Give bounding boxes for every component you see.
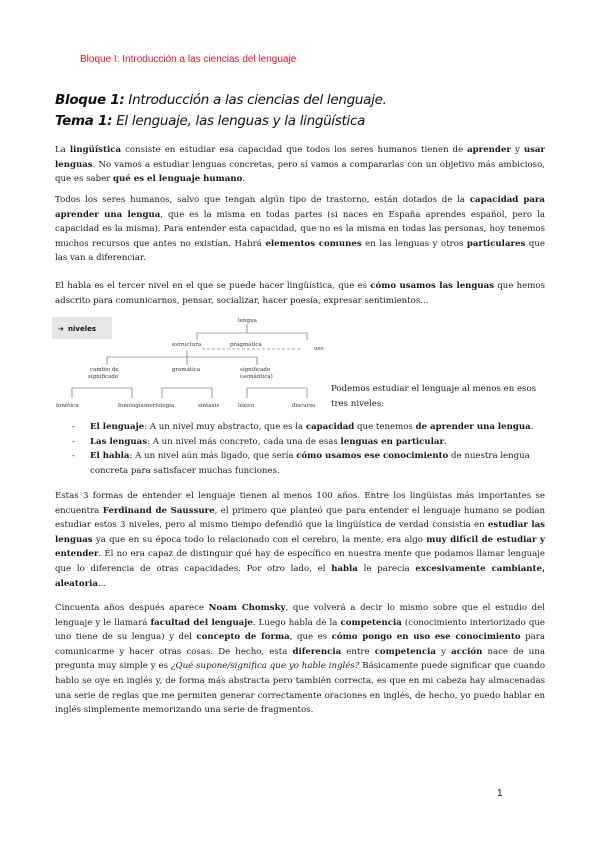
- diagram-arrow-icon: ➔: [58, 325, 64, 333]
- node-right: uso: [314, 346, 324, 352]
- node-l4: sintaxis: [198, 403, 220, 409]
- list-item: - El lenguaje: A un nivel muy abstracto, que es la capacidad que tenemos de aprender una lengua.: [72, 420, 547, 435]
- block-heading: Bloque 1: Introducción a las ciencias del lenguaje.: [55, 92, 387, 108]
- paragraph-5: Cincuenta años después aparece Noam Chomsky, que volverá a decir lo mismo sobre que el estudio del lenguaje y le llamará facultad del lenguaje. Luego habla de la competencia (conocimiento interiorizado que uno tiene de su lengua) y del concepto de forma, que es cómo pongo en uso ese conocimiento para comunicarme y hacer otras cosas. De hecho, esta diferencia entre competencia y acción nace de una pregunta muy simple y es ¿Qué supone/significa que yo hable inglés? Básicamente puede significar que cuando hablo se oye en inglés y, de forma más abstracta pero también correcta, es que en mi cabeza hay almacenadas una serie de reglas que me permiten generar correctamente oraciones en inglés, de hecho, yo puedo hablar en inglés simplemente memorizando una serie de fragmentos.: [55, 603, 545, 716]
- diagram-caption: Podemos estudiar el lenguaje al menos en esos tres niveles:: [331, 384, 537, 409]
- page-number: 1: [497, 788, 503, 799]
- levels-diagram: [52, 313, 337, 413]
- paragraph-1: La lingüística consiste en estudiar esa capacidad que todos los seres humanos tienen de aprender y usar lenguas. No vamos a estudiar lenguas concretas, pero sí vamos a compararlas con un objetivo más ambicioso, que es saber qué es el lenguaje humano.: [55, 145, 546, 185]
- node-l2: fonología: [118, 403, 144, 409]
- topic-heading: Tema 1: El lenguaje, las lenguas y la lingüística: [55, 113, 366, 129]
- node-b3b: (semántica): [240, 374, 273, 380]
- node-l1: fonética: [56, 403, 79, 409]
- node-l3: morfología: [144, 403, 175, 409]
- paragraph-4: Estas 3 formas de entender el lenguaje tienen al menos 100 años. Entre los lingüistas más importantes se encuentra Ferdinand de Saussure, el primero que planteó que para entender el lenguaje humano se podían estudiar estos 3 niveles, pero al mismo tiempo defendió que la lingüística de verdad consistía en estudiar las lenguas ya que en su época todo lo relacionado con el cerebro, la mente, era algo muy difícil de estudiar y entender. Él no era capaz de distinguir qué hay de específico en nuestra mente que podamos llamar lenguaje que lo diferencia de otras capacidades. Por otro lado, el habla le parecía excesivamente cambiante, aleatoria...: [55, 491, 545, 589]
- list-item: - El habla: A un nivel aún más ligado, que sería cómo usamos ese conocimiento de nuestra lengua concreta para satisfacer muchas funciones.: [72, 449, 547, 478]
- diagram-label: niveles: [68, 325, 97, 333]
- page-header: Bloque I: Introducción a las ciencias del lenguaje: [80, 54, 297, 65]
- node-b1: cambio de: [90, 367, 119, 373]
- node-left: estructura: [172, 342, 202, 348]
- levels-list: [72, 420, 547, 478]
- node-top: lengua: [238, 318, 257, 324]
- paragraph-2: Todos los seres humanos, salvo que tengan algún tipo de trastorno, están dotados de la capacidad para aprender una lengua, que es la misma en todas partes (si naces en España aprendes español, pero la capacidad es la misma). Para entender esta capacidad, que no es la misma en todas las personas, hoy tenemos muchos recursos que antes no existían. Habrá elementos comunes en las lenguas y otros particulares que las van a diferenciar.: [55, 195, 546, 264]
- node-b1b: significado: [88, 374, 119, 380]
- node-b2: gramática: [172, 367, 201, 373]
- node-middle: pragmática: [230, 342, 262, 348]
- node-l5: léxico: [238, 403, 255, 409]
- node-b3: significado: [240, 367, 271, 373]
- node-l6: discurso: [292, 403, 316, 409]
- list-item: - Las lenguas: A un nivel más concreto, cada una de esas lenguas en particular.: [72, 435, 547, 450]
- paragraph-3: El habla es el tercer nivel en el que se puede hacer lingüística, que es cómo usamos las lenguas que hemos adscrito para comunicarnos, pensar, socializar, hacer poesía, expresar sentimientos...: [55, 281, 545, 306]
